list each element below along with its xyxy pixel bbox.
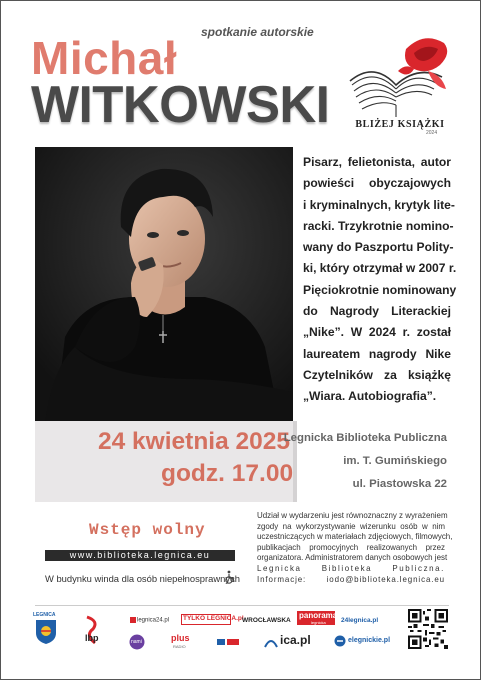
event-date: 24 kwietnia 2025 bbox=[98, 428, 291, 455]
disclaimer-line: Udział w wydarzeniu jest równoznaczny z wyrażeniem bbox=[257, 511, 448, 520]
author-photo bbox=[35, 147, 293, 421]
24legnica-logo: 24legnica.pl bbox=[341, 617, 379, 624]
elegnickie-logo-label: elegnickie.pl bbox=[348, 637, 391, 644]
wroclawska-logo: WROCŁAWSKA bbox=[242, 617, 291, 624]
disclaimer-line: Legnicka Biblioteka Publiczna. bbox=[257, 563, 445, 573]
bio-line: laureatem nagrody Nike bbox=[303, 346, 451, 361]
bio-line: i kryminalnych, krytyk lite- bbox=[303, 197, 455, 212]
footer-separator bbox=[35, 605, 449, 606]
free-entry: Wstęp wolny bbox=[89, 521, 206, 539]
logo-name: BLIŻEJ KSIĄŻKI bbox=[355, 119, 445, 130]
disclaimer-line: uczestniczących w materiałach zdjęciowych, filmowych, bbox=[257, 532, 453, 542]
bio-line: „Nike”. W 2024 r. został bbox=[303, 325, 451, 340]
panorama-sub-label: legnicka bbox=[311, 620, 326, 625]
bio-line: Czytelników za książkę bbox=[303, 367, 451, 382]
bio-line: racki. Trzykrotnie nomino- bbox=[303, 218, 454, 233]
panorama-logo bbox=[297, 611, 338, 625]
venue-address: ul. Piastowska 22 bbox=[352, 478, 447, 490]
panorama-label: panorama bbox=[299, 611, 338, 620]
disclaimer-line: Informacje: iodo@biblioteka.legnica.eu bbox=[257, 574, 445, 584]
legnica24-logo bbox=[130, 617, 169, 624]
author-bio bbox=[303, 152, 457, 408]
legnica-logo-label: LEGNICA bbox=[33, 612, 56, 618]
lbp-logo-label: lbp bbox=[85, 633, 99, 643]
author-first-name: Michał bbox=[31, 32, 178, 84]
book-icon bbox=[350, 72, 442, 117]
bio-line: „Wiara. Autobiografia”. bbox=[303, 389, 437, 404]
qr-code-icon[interactable] bbox=[408, 609, 448, 649]
privacy-disclaimer bbox=[257, 511, 453, 585]
plus-radio-sublabel: RADIO bbox=[173, 644, 186, 649]
bio-line: Pięciokrotnie nominowany bbox=[303, 282, 457, 297]
ica-logo-icon bbox=[263, 635, 279, 649]
venue-patron: im. T. Gumińskiego bbox=[343, 455, 447, 467]
legnica24-label: legnica24.pl bbox=[137, 617, 170, 624]
accessibility-note: W budynku winda dla osób niepełnosprawnych bbox=[45, 573, 240, 584]
disclaimer-line: organizatora. Administratorem danych osobowych jest bbox=[257, 553, 448, 563]
library-url[interactable]: www.biblioteka.legnica.eu bbox=[69, 550, 211, 560]
plus-radio-logo: plus bbox=[171, 633, 190, 643]
author-last-name: WITKOWSKI bbox=[31, 76, 330, 134]
bio-line: wany do Paszportu Polity- bbox=[303, 240, 454, 255]
bio-line: ki, który otrzymał w 2007 r. bbox=[303, 261, 457, 276]
legnica-crest-icon bbox=[35, 619, 57, 645]
nami-logo-label: nami bbox=[131, 639, 142, 645]
bio-line: do Nagrody Literackiej bbox=[303, 304, 451, 319]
bio-line: powieści obyczajowych bbox=[303, 176, 451, 191]
event-time: godz. 17.00 bbox=[161, 460, 294, 487]
logo-year: 2024 bbox=[426, 130, 438, 136]
ica-logo-label: ica.pl bbox=[280, 633, 311, 647]
author-portrait bbox=[35, 147, 293, 421]
disclaimer-line: zgody na wykorzystywanie wizerunku osób w nim bbox=[257, 521, 445, 531]
tylko-legnica-label: TYLKO LEGNICA.pl bbox=[183, 615, 244, 622]
bio-line: Pisarz, felietonista, autor bbox=[303, 155, 451, 169]
event-subtitle: spotkanie autorskie bbox=[201, 25, 314, 39]
legnica24-icon bbox=[130, 617, 136, 623]
venue-name: Legnicka Biblioteka Publiczna bbox=[283, 432, 447, 444]
partner-logo-icon bbox=[217, 637, 239, 647]
tylko-legnica-logo bbox=[181, 614, 244, 625]
wheelchair-icon bbox=[223, 570, 237, 584]
elegnickie-logo-icon bbox=[334, 635, 346, 647]
disclaimer-line: publikacjach promocyjnych realizowanych przez bbox=[257, 542, 445, 552]
